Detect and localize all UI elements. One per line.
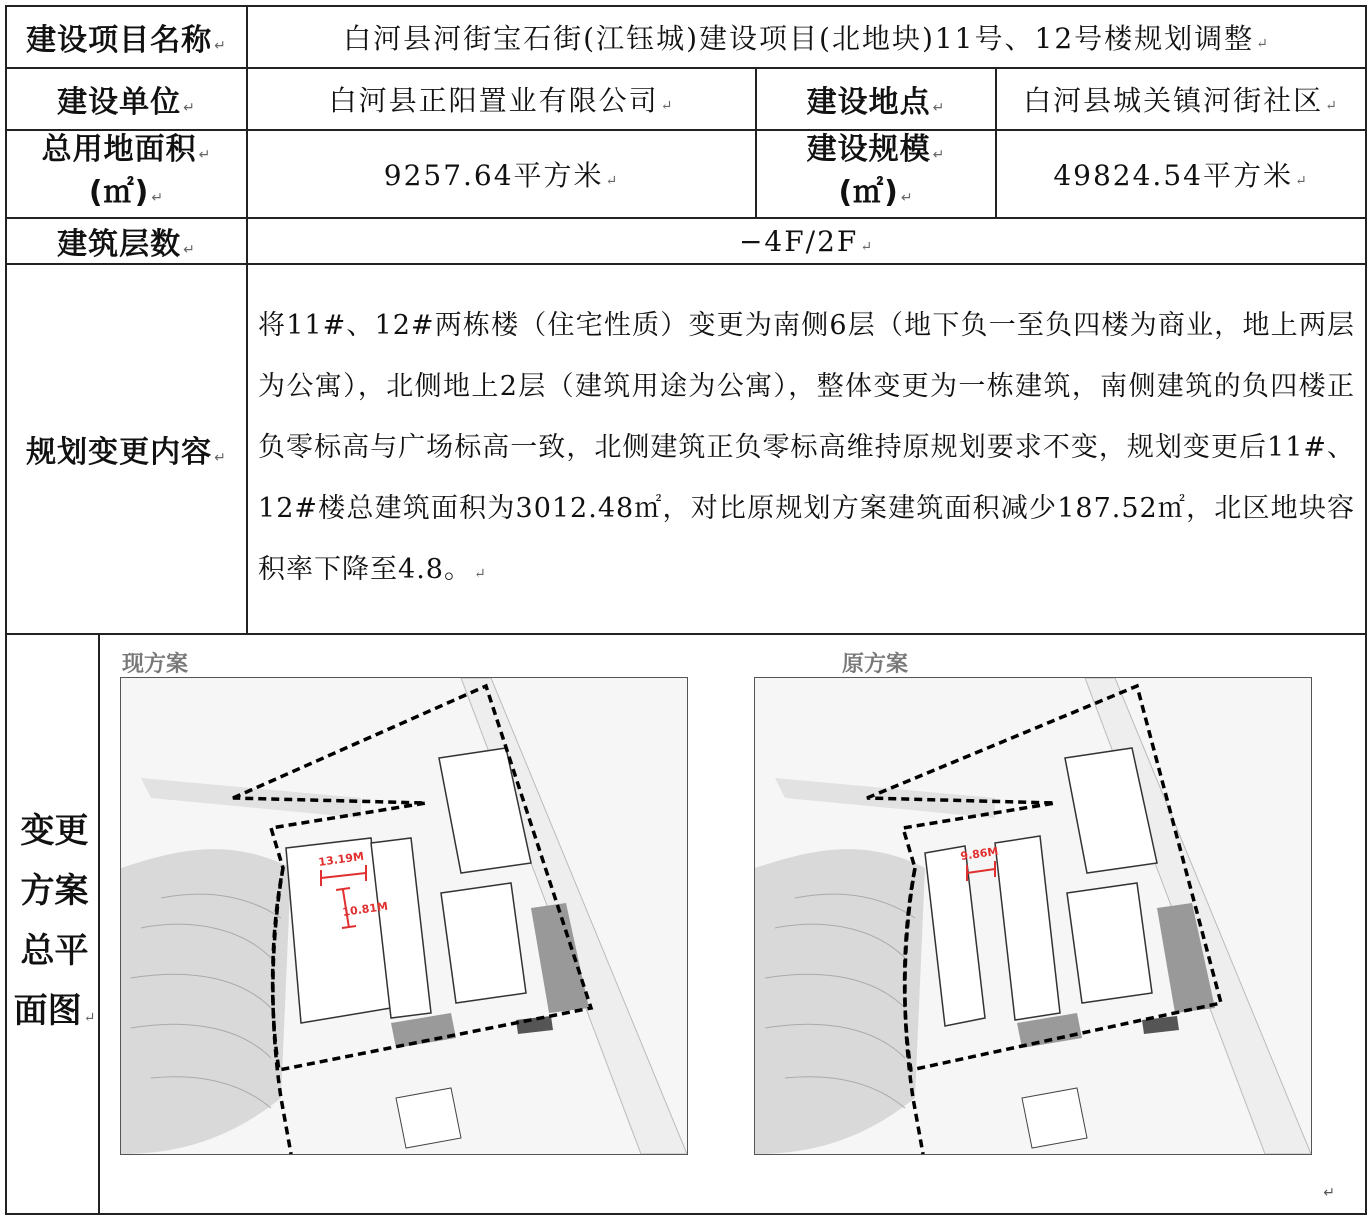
current-plan-title: 现方案 <box>122 652 189 677</box>
row-builder <box>6 68 1366 130</box>
plan-label-line-4: 面图 <box>13 990 82 1031</box>
builder-label-cell: 建设单位 ↵ <box>6 68 247 130</box>
plan-maps-cell <box>99 634 1366 1214</box>
change-content-cell: 将11#、12#两栋楼（住宅性质）变更为南侧6层（地下负一至负四楼为商业，地上两层为公寓），北侧地上2层（建筑用途为公寓），整体变更为一栋建筑，南侧建筑的负四楼正负零标高与广场标高一致，北侧建筑正负零标高维持原规划要求不变，规划变更后11#、12#楼总建筑面积为3012.48㎡，对比原规划方案建筑面积减少187.52㎡，北区地块容积率下降至4.8。 ↵ <box>247 264 1366 634</box>
change-label-cell: 规划变更内容 ↵ <box>6 264 247 634</box>
row-change <box>6 264 1366 634</box>
location-label: 建设地点 <box>806 85 931 120</box>
land-area-unit: (㎡) <box>88 175 150 210</box>
current-dim-1: 13.19M <box>317 849 365 869</box>
end-mark: ↵ <box>1323 1185 1336 1201</box>
row-project-name <box>6 6 1366 68</box>
floors-label: 建筑层数 <box>57 227 182 262</box>
builder-value: 白河县正阳置业有限公司 <box>328 84 659 117</box>
original-plan-title: 原方案 <box>842 652 909 677</box>
change-content: 将11#、12#两栋楼（住宅性质）变更为南侧6层（地下负一至负四楼为商业，地上两层为公寓），北侧地上2层（建筑用途为公寓），整体变更为一栋建筑，南侧建筑的负四楼正负零标高与广场标高一致，北侧建筑正负零标高维持原规划要求不变，规划变更后11#、12#楼总建筑面积为3012.48㎡，对比原规划方案建筑面积减少187.52㎡，北区地块容积率下降至4.8。 <box>258 310 1356 585</box>
location-value-cell: 白河县城关镇河街社区 ↵ <box>996 68 1366 130</box>
floors-value: −4F/2F <box>738 224 859 258</box>
change-label: 规划变更内容 <box>26 435 213 470</box>
original-site-plan <box>754 677 1312 1155</box>
scale-unit: (㎡) <box>838 175 899 210</box>
plan-label-line-3: 总平 <box>20 930 89 971</box>
current-site-plan <box>120 677 688 1155</box>
floors-label-cell: 建筑层数 ↵ <box>6 218 247 264</box>
plan-label-line-2: 方案 <box>20 870 89 911</box>
land-area-label-cell: 总用地面积 ↵ (㎡) ↵ <box>6 130 247 218</box>
original-site-plan-drawing <box>755 678 1311 1154</box>
location-value: 白河县城关镇河街社区 <box>1023 84 1324 117</box>
row-plan <box>6 634 1366 1214</box>
scale-value: 49824.54平方米 <box>1053 159 1293 192</box>
project-name-value-cell: 白河县河街宝石街(江钰城)建设项目(北地块)11号、12号楼规划调整 ↵ <box>247 6 1366 68</box>
row-area <box>6 130 1366 218</box>
land-area-label: 总用地面积 <box>41 132 197 167</box>
maps-container <box>100 635 1365 1213</box>
land-area-value: 9257.64平方米 <box>383 159 604 192</box>
plan-label-line-1: 变更 <box>20 810 89 851</box>
original-dim-1: 9.86M <box>959 844 1000 863</box>
scale-label: 建设规模 <box>806 132 931 167</box>
land-area-value-cell: 9257.64平方米 ↵ <box>247 130 756 218</box>
scale-value-cell: 49824.54平方米 ↵ <box>996 130 1366 218</box>
plan-label-cell: 变更 方案 总平 面图 ↵ <box>6 634 99 1214</box>
builder-label: 建设单位 <box>57 85 182 120</box>
builder-value-cell: 白河县正阳置业有限公司 ↵ <box>247 68 756 130</box>
floors-value-cell: −4F/2F ↵ <box>247 218 1366 264</box>
project-name-value: 白河县河街宝石街(江钰城)建设项目(北地块)11号、12号楼规划调整 <box>343 22 1255 55</box>
location-label-cell: 建设地点 ↵ <box>756 68 996 130</box>
project-name-label: 建设项目名称 <box>26 23 213 58</box>
scale-label-cell: 建设规模 ↵ (㎡) ↵ <box>756 130 996 218</box>
row-floors <box>6 218 1366 264</box>
current-dim-2: 10.81M <box>341 899 389 919</box>
project-name-label-cell: 建设项目名称 ↵ <box>6 6 247 68</box>
planning-change-table <box>5 5 1367 1215</box>
current-site-plan-drawing <box>121 678 687 1154</box>
